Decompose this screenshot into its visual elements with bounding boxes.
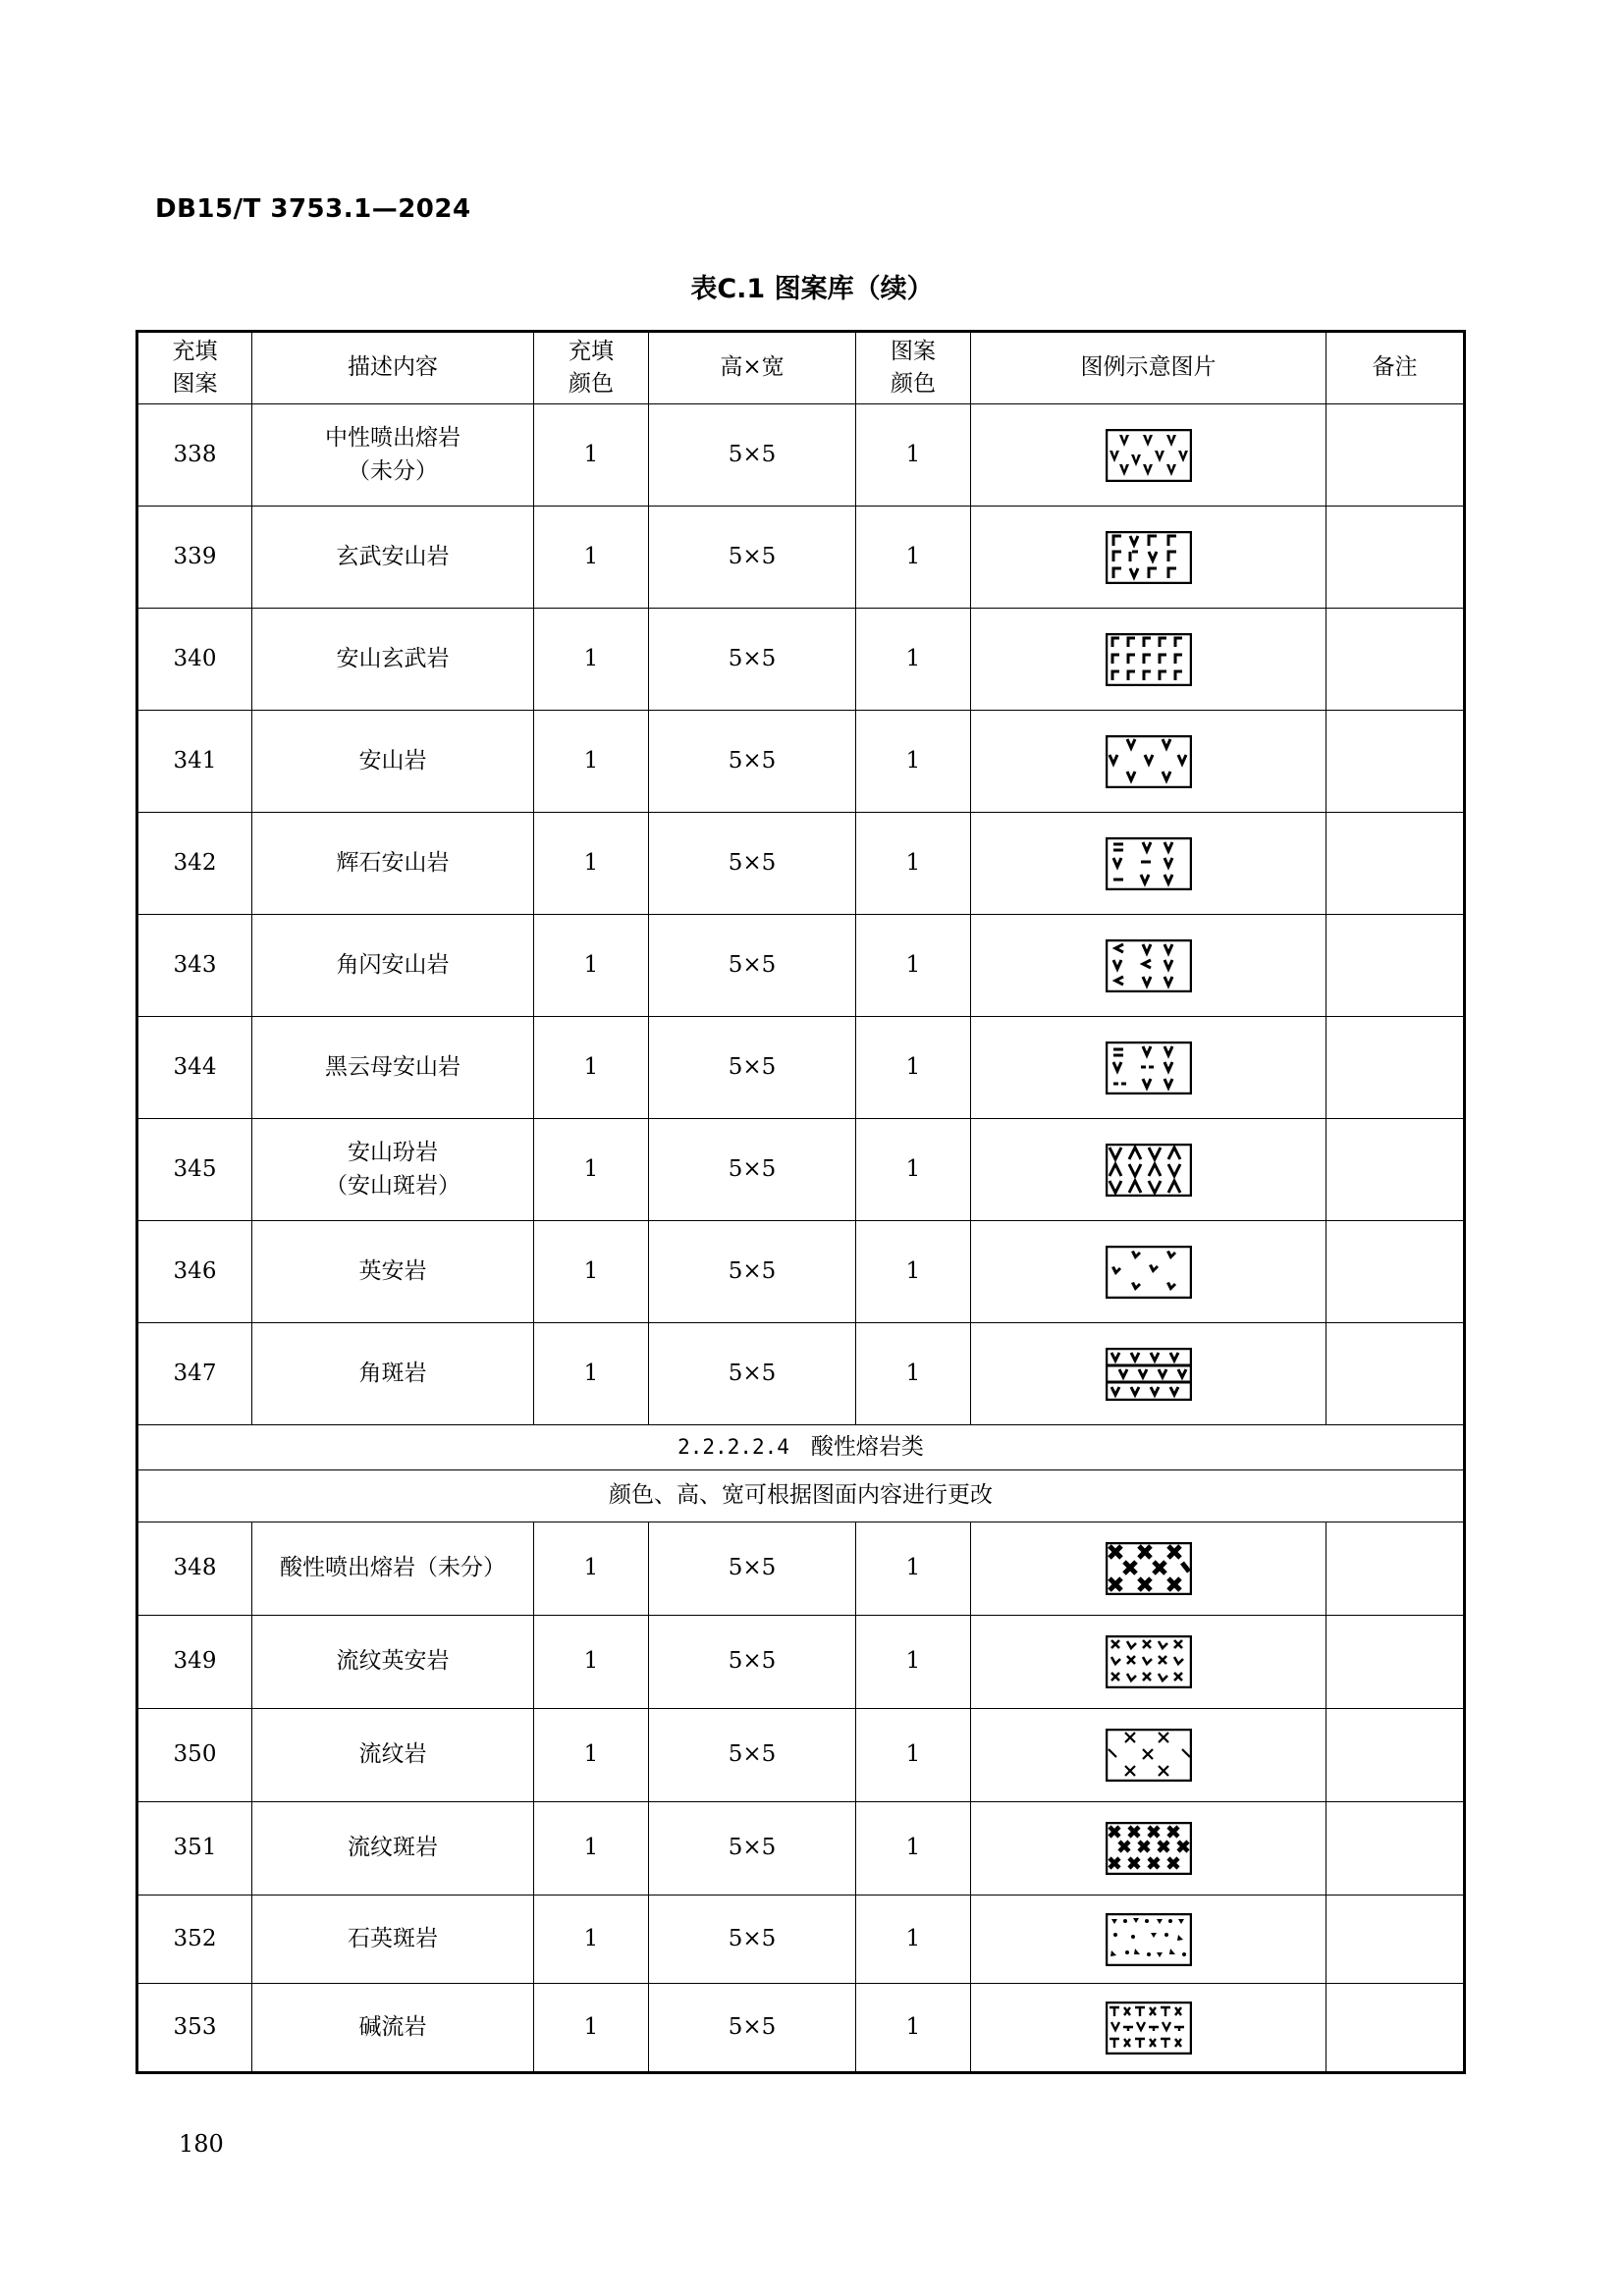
comendite-pattern-icon [1106,2002,1192,2055]
legend-cell [971,1017,1326,1119]
table-row [137,609,1465,711]
remark [1326,1119,1465,1221]
rhyodacite-pattern-icon [1106,1635,1192,1688]
hornblende-andesite-pattern-icon [1106,939,1192,992]
table-row [137,1802,1465,1896]
table-row [137,1616,1465,1709]
header-legend-image: 图例示意图片 [971,332,1326,404]
pattern-description: 英安岩 [252,1221,534,1323]
size: 5×5 [649,1323,856,1425]
legend-cell [971,813,1326,915]
pattern-id: 349 [137,1616,252,1709]
pattern-id: 353 [137,1984,252,2073]
header-fill-color: 充填颜色 [534,332,649,404]
legend-cell [971,1709,1326,1802]
pattern-id: 338 [137,404,252,507]
fill-color: 1 [534,1221,649,1323]
pattern-description: 黑云母安山岩 [252,1017,534,1119]
size: 5×5 [649,1221,856,1323]
legend-cell [971,915,1326,1017]
pattern-description: 角闪安山岩 [252,915,534,1017]
table-row [137,1896,1465,1984]
legend-cell [971,1896,1326,1984]
table-row [137,1221,1465,1323]
pattern-id: 348 [137,1522,252,1616]
neutral-lava-pattern-icon [1106,429,1192,482]
pattern-description: 角斑岩 [252,1323,534,1425]
remark [1326,1896,1465,1984]
page-number: 180 [179,2130,224,2158]
size: 5×5 [649,1802,856,1896]
header-pattern-color: 图案颜色 [856,332,971,404]
fill-color: 1 [534,813,649,915]
andesitic-basalt-pattern-icon [1106,633,1192,686]
table-row [137,404,1465,507]
legend-cell [971,1323,1326,1425]
size: 5×5 [649,1017,856,1119]
size: 5×5 [649,1616,856,1709]
remark [1326,1017,1465,1119]
pattern-description: 中性喷出熔岩 （未分） [252,404,534,507]
pattern-color: 1 [856,711,971,813]
section-note: 颜色、高、宽可根据图面内容进行更改 [137,1470,1465,1522]
pattern-id: 344 [137,1017,252,1119]
header-remark: 备注 [1326,332,1465,404]
table-header-row [137,332,1465,404]
note-row [137,1470,1465,1522]
header-description: 描述内容 [252,332,534,404]
fill-color: 1 [534,1896,649,1984]
acidic-lava-pattern-icon [1106,1542,1192,1595]
table-row [137,507,1465,609]
pattern-color: 1 [856,1709,971,1802]
remark [1326,1323,1465,1425]
rhyolite-porphyry-pattern-icon [1106,1822,1192,1875]
pattern-id: 340 [137,609,252,711]
pattern-description: 流纹岩 [252,1709,534,1802]
legend-cell [971,711,1326,813]
table-row [137,1017,1465,1119]
fill-color: 1 [534,1017,649,1119]
remark [1326,1984,1465,2073]
pattern-color: 1 [856,404,971,507]
pattern-description: 碱流岩 [252,1984,534,2073]
remark [1326,1522,1465,1616]
legend-cell [971,404,1326,507]
pattern-description: 安山玢岩 （安山斑岩） [252,1119,534,1221]
fill-color: 1 [534,507,649,609]
legend-cell [971,1802,1326,1896]
fill-color: 1 [534,1802,649,1896]
quartz-porphyry-pattern-icon [1106,1913,1192,1966]
fill-color: 1 [534,711,649,813]
legend-cell [971,1221,1326,1323]
legend-cell [971,1616,1326,1709]
biotite-andesite-pattern-icon [1106,1041,1192,1095]
legend-cell [971,1984,1326,2073]
size: 5×5 [649,1984,856,2073]
fill-color: 1 [534,1323,649,1425]
table-row [137,1522,1465,1616]
document-code: DB15/T 3753.1—2024 [155,194,471,224]
pattern-description: 石英斑岩 [252,1896,534,1984]
pattern-id: 342 [137,813,252,915]
pattern-description: 安山玄武岩 [252,609,534,711]
fill-color: 1 [534,1709,649,1802]
fill-color: 1 [534,1119,649,1221]
size: 5×5 [649,813,856,915]
pattern-color: 1 [856,609,971,711]
rhyolite-pattern-icon [1106,1729,1192,1782]
remark [1326,915,1465,1017]
section-row [137,1425,1465,1470]
legend-cell [971,1522,1326,1616]
pattern-color: 1 [856,1221,971,1323]
pattern-description: 酸性喷出熔岩（未分） [252,1522,534,1616]
size: 5×5 [649,609,856,711]
pattern-color: 1 [856,1119,971,1221]
remark [1326,507,1465,609]
legend-cell [971,609,1326,711]
pattern-color: 1 [856,1984,971,2073]
table-row [137,1709,1465,1802]
pattern-id: 339 [137,507,252,609]
fill-color: 1 [534,609,649,711]
pattern-color: 1 [856,1802,971,1896]
remark [1326,404,1465,507]
pattern-color: 1 [856,813,971,915]
remark [1326,1802,1465,1896]
basaltic-andesite-pattern-icon [1106,531,1192,584]
remark [1326,1221,1465,1323]
size: 5×5 [649,1522,856,1616]
table-row [137,1984,1465,2073]
pattern-id: 351 [137,1802,252,1896]
header-size: 高×宽 [649,332,856,404]
andesite-pattern-icon [1106,735,1192,788]
pattern-library-table [135,330,1466,2074]
size: 5×5 [649,507,856,609]
fill-color: 1 [534,1616,649,1709]
size: 5×5 [649,711,856,813]
remark [1326,1709,1465,1802]
legend-cell [971,507,1326,609]
size: 5×5 [649,1896,856,1984]
table-row [137,1119,1465,1221]
pattern-id: 352 [137,1896,252,1984]
remark [1326,711,1465,813]
pattern-id: 350 [137,1709,252,1802]
size: 5×5 [649,404,856,507]
section-heading: 2.2.2.2.4 酸性熔岩类 [137,1425,1465,1470]
pattern-color: 1 [856,1017,971,1119]
pattern-color: 1 [856,915,971,1017]
dacite-pattern-icon [1106,1246,1192,1299]
pattern-description: 安山岩 [252,711,534,813]
andesite-porphyrite-pattern-icon [1106,1144,1192,1197]
pattern-color: 1 [856,1522,971,1616]
remark [1326,1616,1465,1709]
pattern-id: 346 [137,1221,252,1323]
pattern-color: 1 [856,1616,971,1709]
pattern-id: 343 [137,915,252,1017]
size: 5×5 [649,915,856,1017]
pattern-id: 341 [137,711,252,813]
table-row [137,1323,1465,1425]
pattern-color: 1 [856,507,971,609]
size: 5×5 [649,1119,856,1221]
table-row [137,915,1465,1017]
size: 5×5 [649,1709,856,1802]
fill-color: 1 [534,1522,649,1616]
fill-color: 1 [534,1984,649,2073]
pattern-id: 347 [137,1323,252,1425]
pattern-id: 345 [137,1119,252,1221]
pattern-description: 辉石安山岩 [252,813,534,915]
fill-color: 1 [534,915,649,1017]
table-title: 表C.1 图案库（续） [690,274,934,304]
remark [1326,609,1465,711]
pattern-color: 1 [856,1896,971,1984]
keratophyre-pattern-icon [1106,1348,1192,1401]
table-row [137,711,1465,813]
pattern-color: 1 [856,1323,971,1425]
remark [1326,813,1465,915]
pattern-description: 玄武安山岩 [252,507,534,609]
fill-color: 1 [534,404,649,507]
pattern-description: 流纹英安岩 [252,1616,534,1709]
table-row [137,813,1465,915]
pattern-description: 流纹斑岩 [252,1802,534,1896]
pyroxene-andesite-pattern-icon [1106,837,1192,890]
header-fill-pattern: 充填图案 [137,332,252,404]
legend-cell [971,1119,1326,1221]
